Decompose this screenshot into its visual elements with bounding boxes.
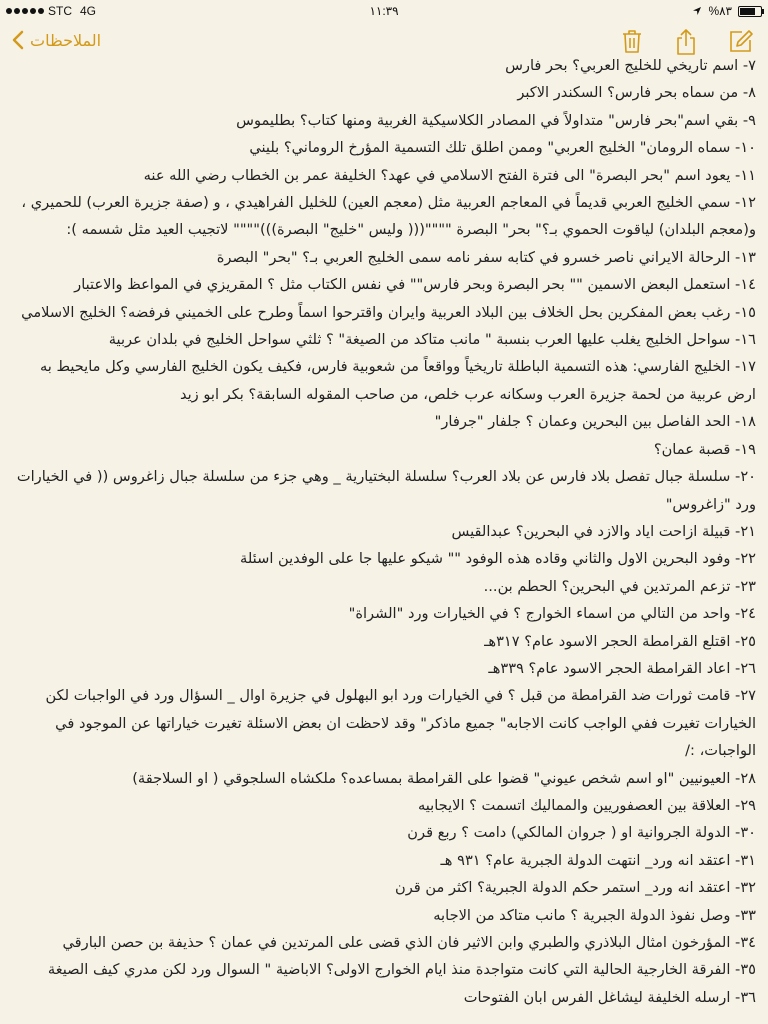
note-line: ٣٤- المؤرخون امثال البلاذري والطبري وابن الاثير فان الذي قضى على المرتدين في عمان ؟ حذيفة بن حصن البارقي	[62, 934, 756, 951]
note-line: ١٠- سماه الرومان" الخليج العربي" وممن اطلق تلك التسمية المؤرخ الروماني؟ بليني	[249, 139, 756, 157]
status-right	[692, 4, 762, 18]
note-line: ٢٦- اعاد القرامطة الحجر الاسود عام؟ ٣٣٩هـ	[488, 659, 756, 677]
note-content[interactable]	[0, 52, 768, 1024]
clock: ١١:٣٩	[369, 4, 399, 18]
note-lines	[12, 52, 756, 1011]
note-line: ورد "زاغروس"	[665, 495, 756, 513]
note-line: ٩- بقي اسم"بحر فارس" متداولاً في المصادر الكلاسيكية الغربية ومنها كتاب؟ بطليموس	[236, 111, 756, 129]
note-line: ٢٥- اقتلع القرامطة الحجر الاسود عام؟ ٣١٧هـ	[484, 632, 756, 650]
battery-fill	[740, 8, 755, 15]
note-line: ٢٣- تزعم المرتدين في البحرين؟ الحطم بن...	[483, 577, 756, 595]
note-line: ١١- يعود اسم "بحر البصرة" الى فترة الفتح الاسلامي في عهد؟ الخليفة عمر بن الخطاب رضي الله عنه	[143, 166, 756, 184]
note-line: ٢٧- قامت ثورات ضد القرامطة من قبل ؟ في الخيارات ورد ابو البهلول في جزيرة اوال _ السؤال ورد في الواجبات لكن	[45, 687, 756, 705]
note-line: ٣٠- الدولة الجروانية او ( جروان المالكي) دامت ؟ ربع قرن	[407, 824, 756, 842]
note-line: ٧- اسم تاريخي للخليج العربي؟ بحر فارس	[505, 57, 756, 74]
note-line: ٢١- قبيلة ازاحت اياد والازد في البحرين؟ عبدالقيس	[451, 522, 756, 540]
note-line: ١٩- قصبة عمان؟	[653, 440, 756, 458]
status-bar	[0, 0, 768, 22]
note-line: ١٣- الرحالة الايراني ناصر خسرو في كتابه سفر نامه سمى الخليج العربي بـ؟ "بحر" البصرة	[216, 248, 756, 266]
carrier-label: STC	[48, 4, 72, 18]
chevron-left-icon	[12, 30, 24, 50]
note-line: ١٧- الخليج الفارسي: هذه التسمية الباطلة تاريخياً وواقعاً من شعوبية فارس، فكيف يكون الخليج الفارسي وكل مايحيط به	[39, 358, 756, 376]
note-line: ٢٢- وفود البحرين الاول والثاني وقاده هذه الوفود "" شيكو عليها جا على الوفدين اسئلة	[240, 550, 756, 568]
trash-icon[interactable]	[620, 28, 644, 54]
note-line: الخيارات تغيرت ففي الواجب كانت الاجابه" جميع ماذكر" وقد لاحظت ان بعض الاسئلة تغيرت خياراتها عن الموجود في	[55, 714, 756, 732]
note-line: و(معجم البلدان) لياقوت الحموي بـ؟" بحر" البصرة """"((( وليس "خليج" البصرة)))"""" لاتجيب العيد مثل شسمه ):	[66, 221, 756, 239]
note-line: ١٢- سمي الخليج العربي قديماً في المعاجم العربية مثل (معجم العين) للخليل الفراهيدي ، و (صفة جزيرة العرب) للحميري ،	[21, 194, 756, 212]
note-line: ١٤- استعمل البعض الاسمين "" بحر البصرة وبحر فارس"" في نفس الكتاب مثل ؟ المقريزي في المواعظ والاعتبار	[74, 276, 756, 294]
note-line: ٢٠- سلسلة جبال تفصل بلاد فارس عن بلاد العرب؟ سلسلة البختيارية _ وهي جزء من سلسلة جبال زاغروس (( في الخيارات	[16, 468, 756, 486]
back-button[interactable]	[12, 30, 101, 50]
note-line: ٣٦- ارسله الخليفة ليشاغل الفرس ابان الفتوحات	[463, 988, 756, 1006]
battery-icon	[738, 6, 762, 17]
location-arrow-icon	[692, 6, 702, 16]
note-line: ٢٤- واحد من التالي من اسماء الخوارج ؟ في الخيارات ورد "الشراة"	[348, 605, 756, 623]
back-label: الملاحظات	[30, 30, 102, 50]
battery-percent: %٨٣	[708, 4, 732, 18]
note-line: ٣١- اعتقد انه ورد_ انتهت الدولة الجبرية عام؟ ٩٣١ هـ	[440, 851, 756, 869]
note-line: الواجبات، :/	[685, 742, 756, 760]
note-line: ٢٨- العيونيين "او اسم شخص عيوني" قضوا على القرامطة بمساعده؟ ملكشاه السلجوقي ( او السلاجقة)	[132, 769, 756, 787]
note-line: ٣٥- الفرقة الخارجية الحالية التي كانت متواجدة منذ ايام الخوارج الاولى؟ الاباضية " السوال ورد لكن مدري كيف الصيغة	[47, 961, 756, 979]
note-line: ٣٢- اعتقد انه ورد_ استمر حكم الدولة الجبرية؟ اكثر من قرن	[395, 879, 756, 897]
network-label: 4G	[80, 4, 97, 18]
note-line: ١٥- رغب بعض المفكرين بحل الخلاف بين البلاد العربية وايران واقترحوا اسماً وطرح على الخميني فرفضه؟ الخليج الاسلامي	[21, 303, 756, 321]
note-line: ٣٣- وصل نفوذ الدولة الجبرية ؟ مانب متاكد من الاجابه	[433, 906, 756, 924]
note-line: ٨- من سماه بحر فارس؟ السكندر الاكبر	[517, 84, 756, 102]
note-line: ارض عربية من لحمة جزيرة العرب وسكانه عرب خلص، من صاحب المقوله السابقة؟ بكر ابو زيد	[179, 385, 756, 403]
note-line: ٢٩- العلاقة بين العصفوريين والمماليك اتسمت ؟ الايجابيه	[417, 796, 756, 814]
note-line: ١٨- الحد الفاصل بين البحرين وعمان ؟ جلفار "جرفار"	[434, 413, 756, 431]
note-line: ١٦- سواحل الخليج يغلب عليها العرب بنسبة " مانب متاكد من الصيغة" ؟ ثلثي سواحل الخليج في بلدان عربية	[108, 331, 756, 349]
compose-icon[interactable]	[728, 28, 754, 54]
